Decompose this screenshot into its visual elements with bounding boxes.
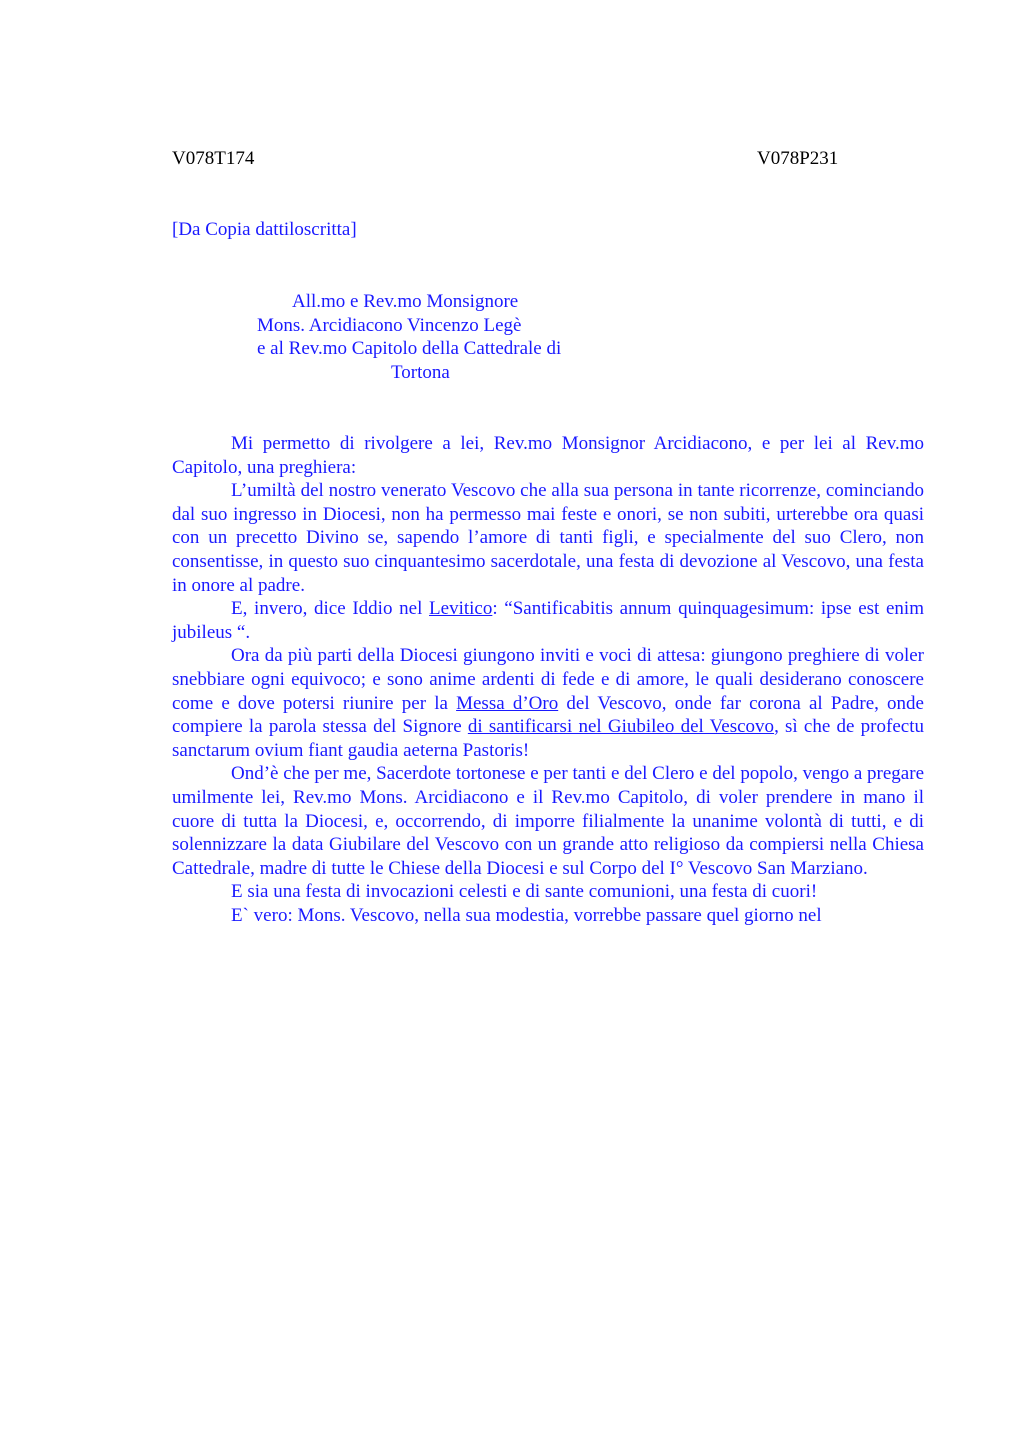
messa-doro-underlined: Messa d’Oro bbox=[456, 692, 559, 714]
source-note: [Da Copia dattiloscritta] bbox=[172, 219, 357, 240]
paragraph-4-text-a: Ora da più parti della Diocesi giungono inviti e voci di attesa: giungono preghiere di voler snebbiare ogni equivoco; e sono anime ardenti di fede e di amore, le quali desiderano conoscere come e dove potersi riunire per la bbox=[172, 645, 924, 714]
levitico-reference: Levitico bbox=[429, 598, 493, 620]
paragraph-3 bbox=[172, 597, 924, 644]
paragraph-4 bbox=[172, 644, 924, 762]
giubileo-underlined: di santificarsi nel Giubileo del Vescovo bbox=[467, 716, 775, 738]
paragraph-4-text-b: del Vescovo, onde far corona al Padre, onde compiere la parola stessa del Signore bbox=[172, 692, 924, 738]
paragraph-5: Ond’è che per me, Sacerdote tortonese e per tanti e del Clero e del popolo, vengo a pregare umilmente lei, Rev.mo Mons. Arcidiacono e il Rev.mo Capitolo, di voler prendere in mano il cuore di tutta la Diocesi, e, occorrendo, di imporre filialmente la unanime volontà di tutti, e di solennizzare la data Giubilare del Vescovo con un grande atto religioso da compiersi nella Chiesa Cattedrale, madre di tutte le Chiese della Diocesi e sul Corpo del I° Vescovo San Marziano. bbox=[172, 763, 924, 879]
paragraph-3-text-a: E, invero, dice Iddio nel bbox=[231, 598, 430, 620]
paragraph-3-text-b: : “Santificabitis annum quinquagesimum: ipse est enim jubileus “. bbox=[172, 598, 924, 643]
address-line-2: Mons. Arcidiacono Vincenzo Legè bbox=[257, 314, 522, 336]
paragraph-2: L’umiltà del nostro venerato Vescovo che alla sua persona in tante ricorrenze, cominciando dal suo ingresso in Diocesi, non ha permesso mai feste e onori, se non subiti, urterebbe ora quasi con un precetto Divino se, sapendo l’amore di tanti figli, e specialmente del suo Clero, non consentisse, in questo suo cinquantesimo sacerdotale, una festa di devozione al Vescovo, una festa in onore al padre. bbox=[172, 480, 924, 596]
document-code-right: V078P231 bbox=[757, 148, 839, 169]
address-line-3: e al Rev.mo Capitolo della Cattedrale di bbox=[257, 338, 562, 360]
paragraph-1: Mi permetto di rivolgere a lei, Rev.mo Monsignor Arcidiacono, e per lei al Rev.mo Capitolo, una preghiera: bbox=[172, 433, 924, 478]
paragraph-6: E sia una festa di invocazioni celesti e di sante comunioni, una festa di cuori! bbox=[231, 881, 818, 903]
letter-body bbox=[172, 432, 924, 927]
paragraph-7: E` vero: Mons. Vescovo, nella sua modestia, vorrebbe passare quel giorno nel bbox=[231, 904, 822, 926]
paragraph-4-text-c: , sì che de profectu sanctarum ovium fiant gaudia aeterna Pastoris! bbox=[172, 716, 924, 761]
address-line-4: Tortona bbox=[391, 361, 450, 383]
address-line-1: All.mo e Rev.mo Monsignore bbox=[292, 291, 519, 312]
document-code-left: V078T174 bbox=[172, 148, 255, 169]
